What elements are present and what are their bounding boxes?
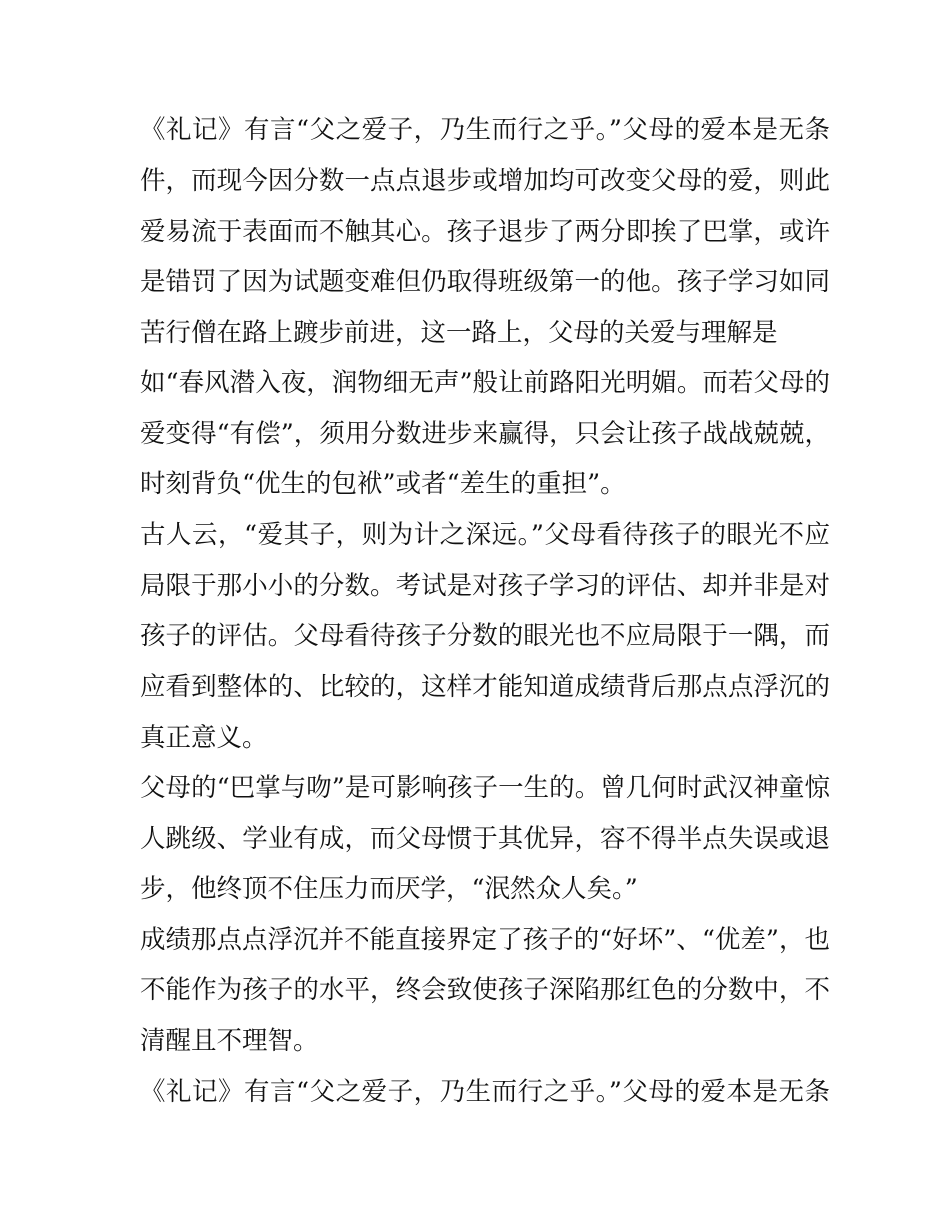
text-line-4: 是错罚了因为试题变难但仍取得班级第一的他。孩子学习如同: [140, 267, 830, 297]
text-line-9: 古人云，“爱其子，则为计之深远。”父母看待孩子的眼光不应: [140, 520, 830, 550]
text-line-11: 孩子的评估。父母看待孩子分数的眼光也不应局限于一隅，而: [140, 621, 830, 651]
text-line-5: 苦行僧在路上踱步前进，这一路上，父母的关爱与理解是: [140, 318, 778, 348]
text-line-8: 时刻背负“优生的包袱”或者“差生的重担”。: [140, 469, 626, 499]
text-line-17: 成绩那点点浮沉并不能直接界定了孩子的“好坏”、“优差”，也: [140, 925, 830, 955]
text-line-15: 人跳级、学业有成，而父母惯于其优异，容不得半点失误或退: [140, 824, 830, 854]
text-line-3: 爱易流于表面而不触其心。孩子退步了两分即挨了巴掌，或许: [140, 217, 830, 247]
text-line-7: 爱变得“有偿”，须用分数进步来赢得，只会让孩子战战兢兢，: [140, 419, 830, 449]
text-line-18: 不能作为孩子的水平，终会致使孩子深陷那红色的分数中，不: [140, 975, 830, 1005]
text-line-16: 步，他终顶不住压力而厌学，“泯然众人矣。”: [140, 874, 638, 904]
text-line-1: 《礼记》有言“父之爱子，乃生而行之乎。”父母的爱本是无条: [140, 115, 830, 145]
text-line-2: 件，而现今因分数一点点退步或增加均可改变父母的爱，则此: [140, 166, 830, 196]
text-line-12: 应看到整体的、比较的，这样才能知道成绩背后那点点浮沉的: [140, 672, 830, 702]
text-line-6: 如“春风潜入夜，润物细无声”般让前路阳光明媚。而若父母的: [140, 368, 830, 398]
text-line-10: 局限于那小小的分数。考试是对孩子学习的评估、却并非是对: [140, 571, 830, 601]
text-line-20: 《礼记》有言“父之爱子，乃生而行之乎。”父母的爱本是无条: [140, 1077, 830, 1107]
text-line-19: 清醒且不理智。: [140, 1026, 319, 1056]
text-line-14: 父母的“巴掌与吻”是可影响孩子一生的。曾几何时武汉神童惊: [140, 773, 830, 803]
text-line-13: 真正意义。: [140, 723, 268, 753]
